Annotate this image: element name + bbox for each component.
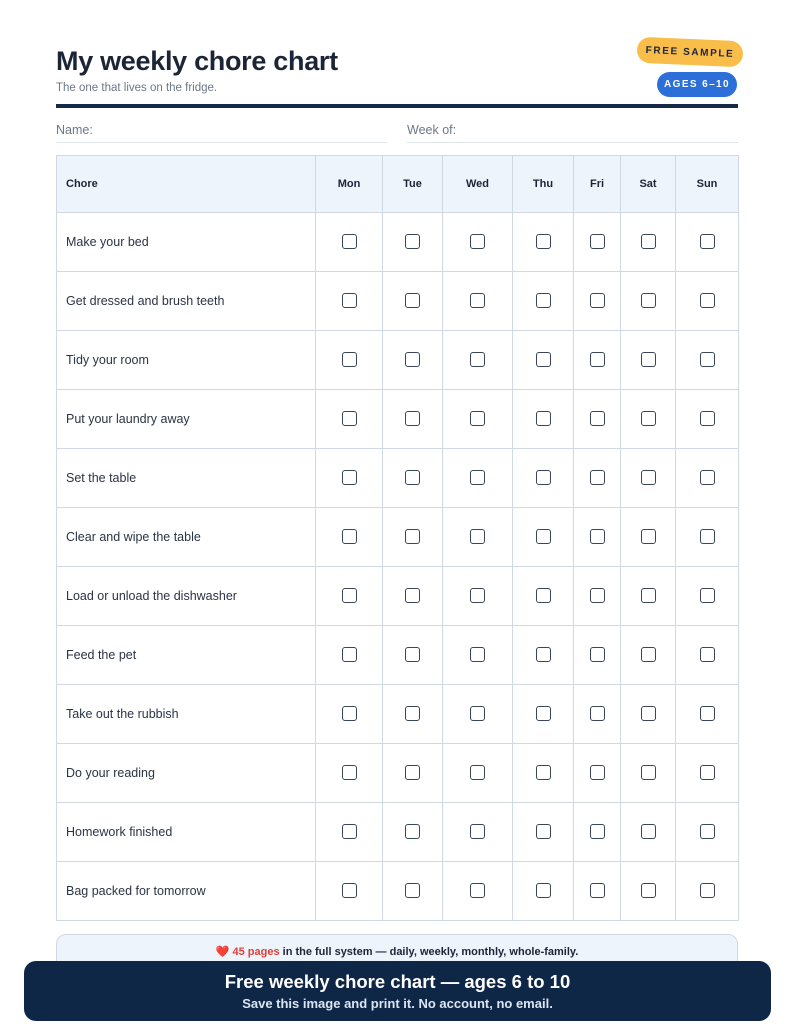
checkbox-cell-sat xyxy=(621,803,676,862)
promo-pages-count: 45 pages xyxy=(232,946,280,958)
checkbox-cell-sat xyxy=(621,508,676,567)
checkbox-cell-thu xyxy=(513,331,574,390)
checkbox-cell-thu xyxy=(513,449,574,508)
checkbox-cell-tue xyxy=(383,390,443,449)
checkbox-fri[interactable] xyxy=(590,411,605,426)
checkbox-sun[interactable] xyxy=(700,588,715,603)
checkbox-sat[interactable] xyxy=(641,706,656,721)
checkbox-fri[interactable] xyxy=(590,293,605,308)
day-header-sat: Sat xyxy=(621,156,676,213)
checkbox-cell-fri xyxy=(574,626,621,685)
checkbox-sun[interactable] xyxy=(700,470,715,485)
checkbox-cell-tue xyxy=(383,862,443,921)
checkbox-cell-wed xyxy=(443,213,513,272)
day-header-mon: Mon xyxy=(316,156,383,213)
checkbox-mon[interactable] xyxy=(342,588,357,603)
promo-text: in the full system — daily, weekly, monthly, whole-family. xyxy=(279,946,579,958)
checkbox-cell-mon xyxy=(316,390,383,449)
checkbox-cell-tue xyxy=(383,685,443,744)
checkbox-cell-fri xyxy=(574,213,621,272)
checkbox-cell-thu xyxy=(513,508,574,567)
checkbox-cell-sat xyxy=(621,213,676,272)
checkbox-sat[interactable] xyxy=(641,647,656,662)
checkbox-fri[interactable] xyxy=(590,588,605,603)
free-sample-badge: FREE SAMPLE xyxy=(636,37,743,68)
checkbox-mon[interactable] xyxy=(342,529,357,544)
table-header-row xyxy=(57,156,739,213)
checkbox-thu[interactable] xyxy=(536,293,551,308)
checkbox-cell-tue xyxy=(383,272,443,331)
checkbox-cell-sat xyxy=(621,862,676,921)
checkbox-sun[interactable] xyxy=(700,293,715,308)
checkbox-cell-sat xyxy=(621,390,676,449)
checkbox-cell-wed xyxy=(443,508,513,567)
table-row xyxy=(57,272,739,331)
checkbox-thu[interactable] xyxy=(536,411,551,426)
page-title: My weekly chore chart xyxy=(56,46,338,76)
checkbox-tue[interactable] xyxy=(405,647,420,662)
checkbox-mon[interactable] xyxy=(342,470,357,485)
checkbox-wed[interactable] xyxy=(470,883,485,898)
chore-label: Feed the pet xyxy=(57,626,316,685)
checkbox-tue[interactable] xyxy=(405,765,420,780)
checkbox-cell-tue xyxy=(383,803,443,862)
week-of-label: Week of: xyxy=(407,123,457,137)
checkbox-cell-tue xyxy=(383,449,443,508)
checkbox-cell-mon xyxy=(316,331,383,390)
banner-subtitle: Save this image and print it. No account, no email. xyxy=(242,996,553,1011)
checkbox-cell-mon xyxy=(316,862,383,921)
checkbox-sun[interactable] xyxy=(700,706,715,721)
checkbox-thu[interactable] xyxy=(536,234,551,249)
table-row xyxy=(57,744,739,803)
checkbox-wed[interactable] xyxy=(470,706,485,721)
checkbox-cell-sun xyxy=(676,331,739,390)
checkbox-wed[interactable] xyxy=(470,470,485,485)
checkbox-cell-sun xyxy=(676,567,739,626)
checkbox-cell-fri xyxy=(574,803,621,862)
banner-title: Free weekly chore chart — ages 6 to 10 xyxy=(224,971,571,992)
checkbox-sun[interactable] xyxy=(700,824,715,839)
checkbox-sat[interactable] xyxy=(641,529,656,544)
checkbox-tue[interactable] xyxy=(405,824,420,839)
checkbox-cell-sat xyxy=(621,449,676,508)
table-row xyxy=(57,626,739,685)
checkbox-fri[interactable] xyxy=(590,883,605,898)
checkbox-cell-fri xyxy=(574,508,621,567)
checkbox-thu[interactable] xyxy=(536,352,551,367)
day-header-thu: Thu xyxy=(513,156,574,213)
chore-label: Take out the rubbish xyxy=(57,685,316,744)
name-field[interactable] xyxy=(56,118,387,143)
checkbox-tue[interactable] xyxy=(405,529,420,544)
checkbox-cell-mon xyxy=(316,803,383,862)
chore-label: Tidy your room xyxy=(57,331,316,390)
checkbox-fri[interactable] xyxy=(590,529,605,544)
checkbox-cell-mon xyxy=(316,272,383,331)
table-row xyxy=(57,803,739,862)
checkbox-tue[interactable] xyxy=(405,293,420,308)
checkbox-mon[interactable] xyxy=(342,706,357,721)
checkbox-cell-mon xyxy=(316,626,383,685)
ages-badge: AGES 6–10 xyxy=(657,72,737,97)
day-header-tue: Tue xyxy=(383,156,443,213)
checkbox-tue[interactable] xyxy=(405,411,420,426)
checkbox-cell-sun xyxy=(676,508,739,567)
chore-label: Set the table xyxy=(57,449,316,508)
checkbox-tue[interactable] xyxy=(405,234,420,249)
checkbox-sat[interactable] xyxy=(641,411,656,426)
checkbox-sun[interactable] xyxy=(700,529,715,544)
checkbox-cell-mon xyxy=(316,567,383,626)
table-row xyxy=(57,449,739,508)
checkbox-thu[interactable] xyxy=(536,883,551,898)
checkbox-cell-fri xyxy=(574,331,621,390)
checkbox-cell-sun xyxy=(676,862,739,921)
checkbox-thu[interactable] xyxy=(536,647,551,662)
checkbox-cell-tue xyxy=(383,626,443,685)
checkbox-cell-wed xyxy=(443,331,513,390)
chore-label: Make your bed xyxy=(57,213,316,272)
checkbox-cell-wed xyxy=(443,803,513,862)
checkbox-mon[interactable] xyxy=(342,883,357,898)
checkbox-mon[interactable] xyxy=(342,411,357,426)
checkbox-fri[interactable] xyxy=(590,352,605,367)
checkbox-cell-sun xyxy=(676,685,739,744)
checkbox-wed[interactable] xyxy=(470,824,485,839)
checkbox-cell-wed xyxy=(443,626,513,685)
checkbox-cell-fri xyxy=(574,449,621,508)
name-label: Name: xyxy=(56,123,93,137)
checkbox-cell-thu xyxy=(513,272,574,331)
checkbox-mon[interactable] xyxy=(342,352,357,367)
table-row xyxy=(57,567,739,626)
checkbox-cell-sat xyxy=(621,626,676,685)
checkbox-sun[interactable] xyxy=(700,234,715,249)
table-row xyxy=(57,213,739,272)
checkbox-mon[interactable] xyxy=(342,293,357,308)
checkbox-cell-tue xyxy=(383,508,443,567)
checkbox-cell-mon xyxy=(316,508,383,567)
checkbox-thu[interactable] xyxy=(536,470,551,485)
checkbox-cell-tue xyxy=(383,213,443,272)
checkbox-cell-tue xyxy=(383,331,443,390)
checkbox-cell-sun xyxy=(676,213,739,272)
table-row xyxy=(57,390,739,449)
checkbox-cell-fri xyxy=(574,272,621,331)
checkbox-cell-sat xyxy=(621,744,676,803)
checkbox-cell-wed xyxy=(443,449,513,508)
checkbox-cell-thu xyxy=(513,803,574,862)
checkbox-mon[interactable] xyxy=(342,765,357,780)
checkbox-mon[interactable] xyxy=(342,647,357,662)
checkbox-sat[interactable] xyxy=(641,234,656,249)
checkbox-cell-thu xyxy=(513,862,574,921)
heart-icon: ❤️ xyxy=(215,946,230,958)
checkbox-cell-sun xyxy=(676,744,739,803)
checkbox-cell-sat xyxy=(621,567,676,626)
checkbox-cell-sat xyxy=(621,685,676,744)
checkbox-thu[interactable] xyxy=(536,706,551,721)
checkbox-wed[interactable] xyxy=(470,234,485,249)
checkbox-tue[interactable] xyxy=(405,352,420,367)
checkbox-cell-mon xyxy=(316,449,383,508)
chore-label: Get dressed and brush teeth xyxy=(57,272,316,331)
checkbox-cell-sat xyxy=(621,272,676,331)
checkbox-cell-sun xyxy=(676,449,739,508)
checkbox-sun[interactable] xyxy=(700,647,715,662)
checkbox-sat[interactable] xyxy=(641,588,656,603)
checkbox-tue[interactable] xyxy=(405,706,420,721)
checkbox-wed[interactable] xyxy=(470,293,485,308)
day-header-wed: Wed xyxy=(443,156,513,213)
table-row xyxy=(57,685,739,744)
checkbox-sat[interactable] xyxy=(641,824,656,839)
checkbox-mon[interactable] xyxy=(342,234,357,249)
checkbox-wed[interactable] xyxy=(470,765,485,780)
header-divider xyxy=(56,104,738,108)
checkbox-thu[interactable] xyxy=(536,824,551,839)
chore-column-header: Chore xyxy=(57,156,316,213)
checkbox-fri[interactable] xyxy=(590,470,605,485)
week-of-field[interactable] xyxy=(407,118,738,143)
table-row xyxy=(57,331,739,390)
checkbox-cell-thu xyxy=(513,567,574,626)
checkbox-sun[interactable] xyxy=(700,352,715,367)
checkbox-tue[interactable] xyxy=(405,588,420,603)
checkbox-fri[interactable] xyxy=(590,647,605,662)
checkbox-cell-sun xyxy=(676,390,739,449)
checkbox-cell-mon xyxy=(316,213,383,272)
checkbox-cell-fri xyxy=(574,744,621,803)
checkbox-cell-sat xyxy=(621,331,676,390)
checkbox-cell-fri xyxy=(574,685,621,744)
checkbox-tue[interactable] xyxy=(405,883,420,898)
checkbox-cell-sun xyxy=(676,626,739,685)
checkbox-wed[interactable] xyxy=(470,647,485,662)
checkbox-cell-fri xyxy=(574,862,621,921)
table-row xyxy=(57,508,739,567)
chore-label: Homework finished xyxy=(57,803,316,862)
day-header-sun: Sun xyxy=(676,156,739,213)
checkbox-sun[interactable] xyxy=(700,765,715,780)
checkbox-sat[interactable] xyxy=(641,765,656,780)
checkbox-sun[interactable] xyxy=(700,411,715,426)
checkbox-sat[interactable] xyxy=(641,293,656,308)
checkbox-wed[interactable] xyxy=(470,588,485,603)
page-subtitle: The one that lives on the fridge. xyxy=(56,82,218,94)
chore-label: Load or unload the dishwasher xyxy=(57,567,316,626)
chore-label: Clear and wipe the table xyxy=(57,508,316,567)
chore-label: Do your reading xyxy=(57,744,316,803)
checkbox-thu[interactable] xyxy=(536,588,551,603)
chore-label: Put your laundry away xyxy=(57,390,316,449)
checkbox-mon[interactable] xyxy=(342,824,357,839)
checkbox-fri[interactable] xyxy=(590,234,605,249)
checkbox-cell-tue xyxy=(383,567,443,626)
checkbox-cell-wed xyxy=(443,744,513,803)
checkbox-tue[interactable] xyxy=(405,470,420,485)
checkbox-sat[interactable] xyxy=(641,883,656,898)
chore-table xyxy=(56,155,739,921)
chore-label: Bag packed for tomorrow xyxy=(57,862,316,921)
checkbox-wed[interactable] xyxy=(470,411,485,426)
checkbox-fri[interactable] xyxy=(590,824,605,839)
checkbox-wed[interactable] xyxy=(470,529,485,544)
checkbox-cell-sun xyxy=(676,803,739,862)
checkbox-sat[interactable] xyxy=(641,352,656,367)
checkbox-fri[interactable] xyxy=(590,706,605,721)
checkbox-cell-sun xyxy=(676,272,739,331)
checkbox-sun[interactable] xyxy=(700,883,715,898)
checkbox-cell-wed xyxy=(443,390,513,449)
checkbox-thu[interactable] xyxy=(536,765,551,780)
checkbox-cell-mon xyxy=(316,685,383,744)
checkbox-cell-fri xyxy=(574,567,621,626)
table-row xyxy=(57,862,739,921)
checkbox-sat[interactable] xyxy=(641,470,656,485)
checkbox-cell-wed xyxy=(443,862,513,921)
checkbox-wed[interactable] xyxy=(470,352,485,367)
checkbox-cell-thu xyxy=(513,390,574,449)
checkbox-cell-mon xyxy=(316,744,383,803)
checkbox-cell-thu xyxy=(513,626,574,685)
checkbox-cell-wed xyxy=(443,567,513,626)
day-header-fri: Fri xyxy=(574,156,621,213)
checkbox-cell-thu xyxy=(513,213,574,272)
checkbox-cell-thu xyxy=(513,744,574,803)
checkbox-cell-tue xyxy=(383,744,443,803)
checkbox-cell-wed xyxy=(443,272,513,331)
footer-banner xyxy=(24,961,771,1021)
checkbox-cell-wed xyxy=(443,685,513,744)
checkbox-thu[interactable] xyxy=(536,529,551,544)
checkbox-fri[interactable] xyxy=(590,765,605,780)
checkbox-cell-thu xyxy=(513,685,574,744)
checkbox-cell-fri xyxy=(574,390,621,449)
